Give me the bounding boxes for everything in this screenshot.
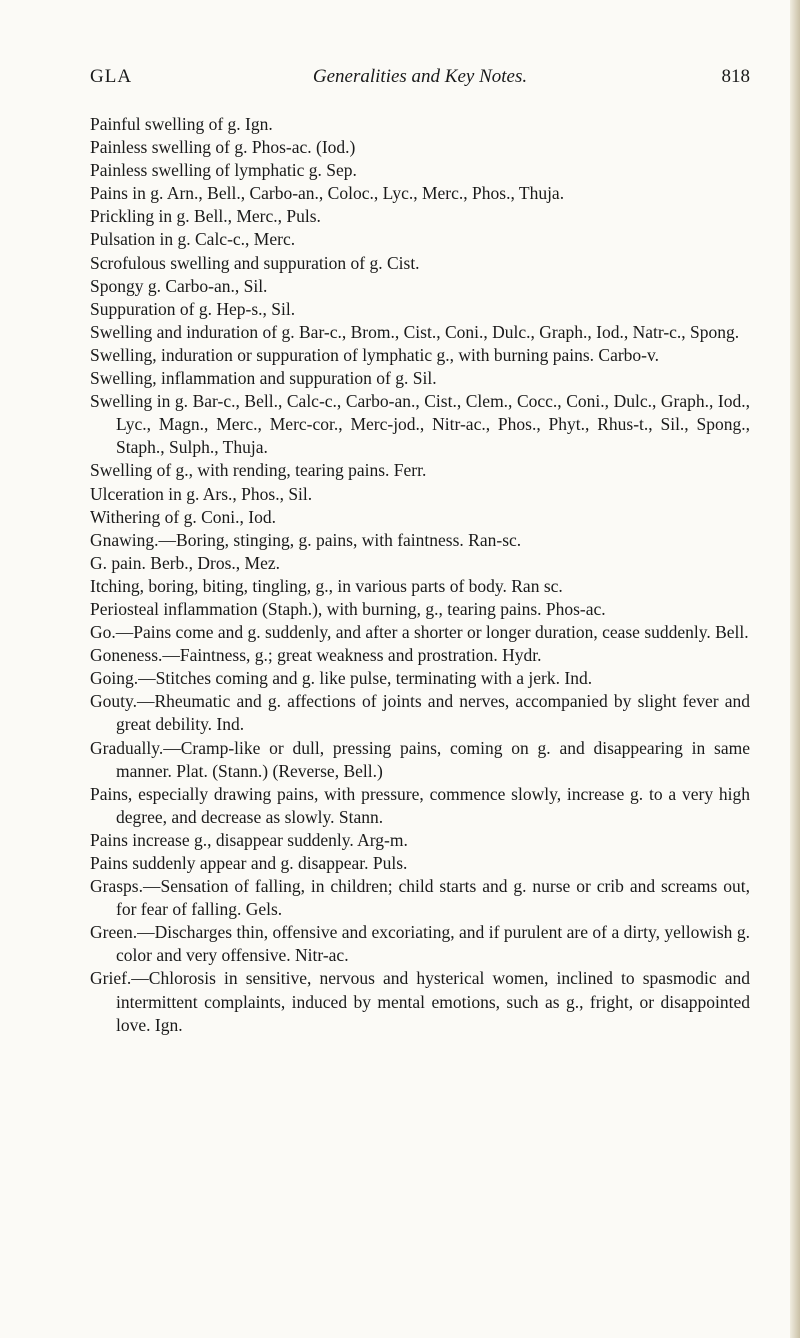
entry-heading-grasps: Grasps.—Sensation of falling, in children; child starts and g. nurse or crib and screams out, for fear of falling. Gels. (90, 876, 750, 920)
entry-heading-goneness: Goneness.—Faintness, g.; great weakness and prostration. Hydr. (90, 645, 542, 666)
entry: Swelling, inflammation and suppuration of g. Sil. (90, 368, 437, 389)
page-edge (790, 0, 800, 1338)
entry: Prickling in g. Bell., Merc., Puls. (90, 206, 321, 227)
repertory-entries (90, 113, 750, 1037)
entry-heading-gouty: Gouty.—Rheumatic and g. affections of joints and nerves, accompanied by slight fever and great debility. Ind. (90, 691, 750, 735)
entry: Pains, especially drawing pains, with pressure, commence slowly, increase g. to a very high degree, and decrease as slowly. Stann. (90, 783, 750, 827)
header-title: Generalities and Key Notes. (312, 66, 528, 87)
entry: Swelling of g., with rending, tearing pains. Ferr. (90, 460, 427, 481)
entry: Pulsation in g. Calc-c., Merc. (90, 229, 296, 250)
entry: Periosteal inflammation (Staph.), with burning, g., tearing pains. Phos-ac. (90, 598, 606, 619)
entry: G. pain. Berb., Dros., Mez. (90, 552, 281, 573)
entry: Swelling in g. Bar-c., Bell., Calc-c., Carbo-an., Cist., Clem., Cocc., Coni., Dulc., Graph., Iod., Lyc., Magn., Merc., Merc-cor., Merc-jod., Nitr-ac., Phos., Phyt., Rhus-t., Sil., Spong., Staph., Sulph., Thuja. (90, 391, 750, 458)
entry-heading-grief: Grief.—Chlorosis in sensitive, nervous and hysterical women, inclined to spasmodic and intermittent complaints, induced by mental emotions, such as g., fright, or disappointed love. Ign. (90, 968, 750, 1035)
entry: Ulceration in g. Ars., Phos., Sil. (90, 483, 313, 504)
entry-heading-go: Go.—Pains come and g. suddenly, and after a shorter or longer duration, cease suddenly. Bell. (90, 622, 749, 643)
entry-heading-gradually: Gradually.—Cramp-like or dull, pressing pains, coming on g. and disappearing in same manner. Plat. (Stann.) (Reverse, Bell.) (90, 737, 750, 781)
entry: Painless swelling of g. Phos-ac. (Iod.) (90, 137, 356, 158)
entry: Suppuration of g. Hep-s., Sil. (90, 298, 296, 319)
entry: Spongy g. Carbo-an., Sil. (90, 275, 268, 296)
header-section-label: GLA (90, 66, 133, 87)
entry: Swelling, induration or suppuration of lymphatic g., with burning pains. Carbo-v. (90, 344, 659, 365)
running-header (90, 66, 750, 94)
entry-heading-going: Going.—Stitches coming and g. like pulse, terminating with a jerk. Ind. (90, 668, 593, 689)
entry: Itching, boring, biting, tingling, g., in various parts of body. Ran sc. (90, 575, 563, 596)
entry: Pains suddenly appear and g. disappear. Puls. (90, 853, 408, 873)
entry: Painless swelling of lymphatic g. Sep. (90, 160, 357, 181)
entry: Withering of g. Coni., Iod. (90, 506, 276, 527)
entry: Pains increase g., disappear suddenly. Arg-m. (90, 829, 408, 850)
entry: Scrofulous swelling and suppuration of g. Cist. (90, 252, 420, 273)
page-number: 818 (721, 66, 750, 87)
entry-heading-gnawing: Gnawing.—Boring, stinging, g. pains, with faintness. Ran-sc. (90, 529, 522, 550)
entry: Pains in g. Arn., Bell., Carbo-an., Coloc., Lyc., Merc., Phos., Thuja. (90, 183, 565, 204)
entry: Painful swelling of g. Ign. (90, 114, 273, 134)
entry-heading-green: Green.—Discharges thin, offensive and excoriating, and if purulent are of a dirty, yellowish g. color and very offensive. Nitr-ac. (90, 922, 750, 966)
entry: Swelling and induration of g. Bar-c., Brom., Cist., Coni., Dulc., Graph., Iod., Natr-c., Spong. (90, 321, 740, 342)
